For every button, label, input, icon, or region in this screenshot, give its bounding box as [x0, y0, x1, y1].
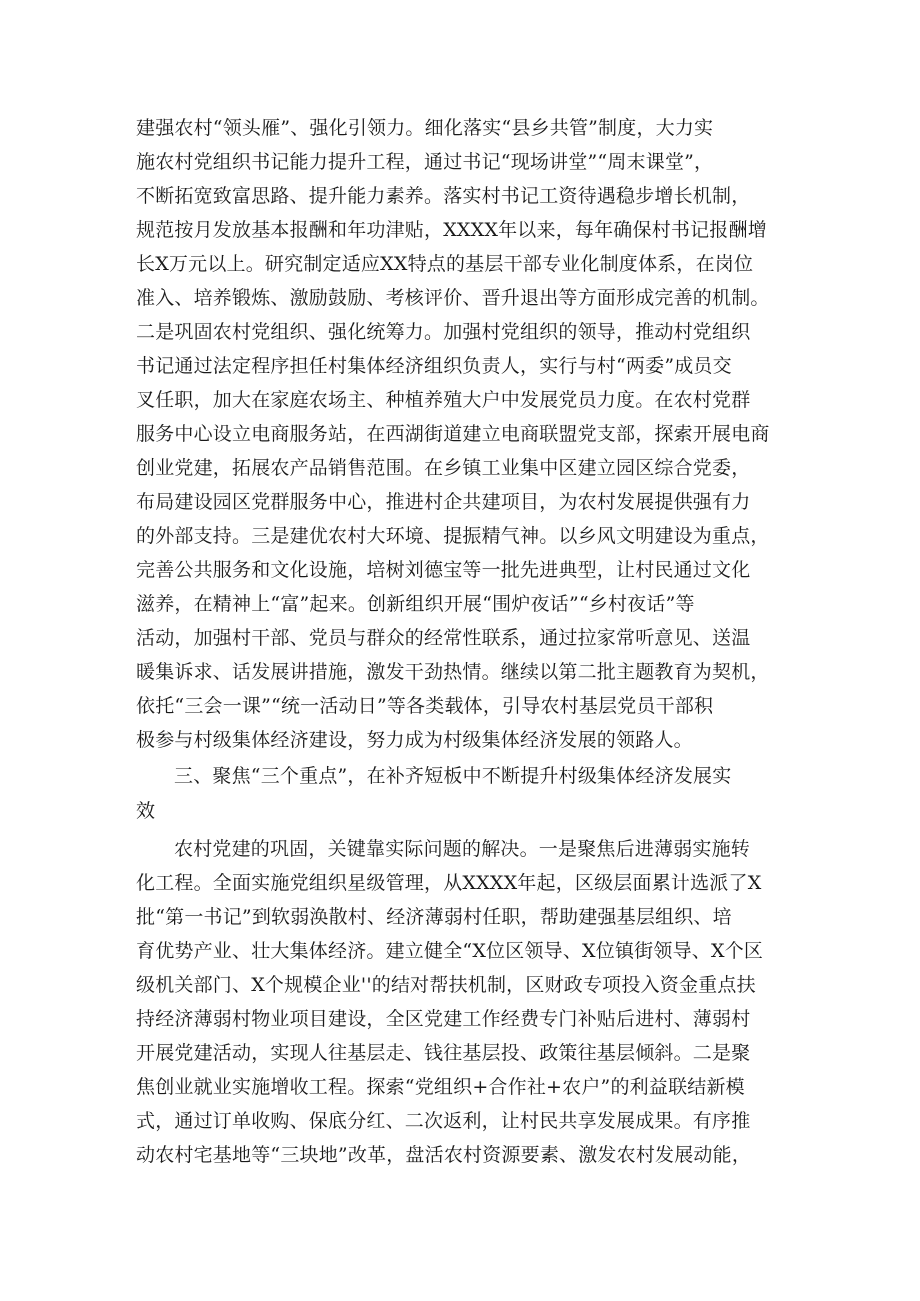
body-text-line: 式，通过订单收购、保底分红、二次返利，让村民共享发展成果。有序推 [136, 1110, 751, 1132]
body-text-line: 施农村党组织书记能力提升工程，通过书记“现场讲堂”“周末课堂”， [136, 151, 714, 173]
section-heading-continuation: 效 [136, 800, 156, 822]
body-text-line: 服务中心设立电商服务站，在西湖街道建立电商联盟党支部，探索开展电商 [136, 423, 770, 445]
body-text-line: 批“第一书记”到软弱涣散村、经济薄弱村任职，帮助建强基层组织、培 [136, 906, 732, 928]
body-text-line: 开展党建活动，实现人往基层走、钱往基层投、政策往基层倾斜。二是聚 [136, 1042, 751, 1064]
body-text-line: 规范按月发放基本报酬和年功津贴，XXXX年以来，每年确保村书记报酬增 [136, 219, 767, 241]
body-text-line: 创业党建，拓展农产品销售范围。在乡镇工业集中区建立园区综合党委， [136, 457, 751, 479]
body-text-line: 完善公共服务和文化设施，培树刘德宝等一批先进典型，让村民通过文化 [136, 559, 751, 581]
body-text-line: 的外部支持。三是建优农村大环境、提振精气神。以乡风文明建设为重点， [136, 525, 770, 547]
body-text-line: 育优势产业、壮大集体经济。建立健全“X位区领导、X位镇街领导、X个区 [136, 940, 764, 962]
body-text-line: 依托“三会一课”“统一活动日”等各类载体，引导农村基层党员干部积 [136, 695, 714, 717]
body-text-line: 化工程。全面实施党组织星级管理，从XXXX年起，区级层面累计选派了X [136, 872, 762, 894]
section-heading: 三、聚焦“三个重点”，在补齐短板中不断提升村级集体经济发展实 [174, 765, 732, 787]
body-text-line: 书记通过法定程序担任村集体经济组织负责人，实行与村“两委”成员交 [136, 355, 732, 377]
body-text-line: 滋养，在精神上“富”起来。创新组织开展“围炉夜话”“乡村夜话”等 [136, 593, 695, 615]
body-text-line: 动农村宅基地等“三块地”改革，盘活农村资源要素、激发农村发展动能， [136, 1144, 752, 1166]
body-text-line: 不断拓宽致富思路、提升能力素养。落实村书记工资待遇稳步增长机制， [136, 185, 751, 207]
body-text-line: 长X万元以上。研究制定适应XX特点的基层干部专业化制度体系，在岗位 [136, 253, 754, 275]
body-text-line: 叉任职，加大在家庭农场主、种植养殖大户中发展党员力度。在农村党群 [136, 389, 751, 411]
body-text-line: 布局建设园区党群服务中心，推进村企共建项目，为农村发展提供强有力 [136, 491, 751, 513]
body-text-line: 二是巩固农村党组织、强化统筹力。加强村党组织的领导，推动村党组织 [136, 321, 751, 343]
body-text-line: 建强农村“领头雁”、强化引领力。细化落实“县乡共管”制度，大力实 [136, 117, 714, 139]
body-text-line: 级机关部门、X个规模企业''的结对帮扶机制，区财政专项投入资金重点扶 [136, 974, 756, 996]
paragraph-first-line: 农村党建的巩固，关键靠实际问题的解决。一是聚焦后进薄弱实施转 [174, 838, 751, 860]
body-text-line: 持经济薄弱村物业项目建设，全区党建工作经费专门补贴后进村、薄弱村 [136, 1008, 751, 1030]
body-text-line: 焦创业就业实施增收工程。探索“党组织+合作社+农户”的利益联结新模 [136, 1076, 745, 1098]
body-text-line: 活动，加强村干部、党员与群众的经常性联系，通过拉家常听意见、送温 [136, 627, 751, 649]
body-text-line: 准入、培养锻炼、激励鼓励、考核评价、晋升退出等方面形成完善的机制。 [136, 287, 770, 309]
body-text-line: 极参与村级集体经济建设，努力成为村级集体经济发展的领路人。 [136, 729, 693, 751]
body-text-line: 暖集诉求、话发展讲措施，激发干劲热情。继续以第二批主题教育为契机， [136, 661, 770, 683]
